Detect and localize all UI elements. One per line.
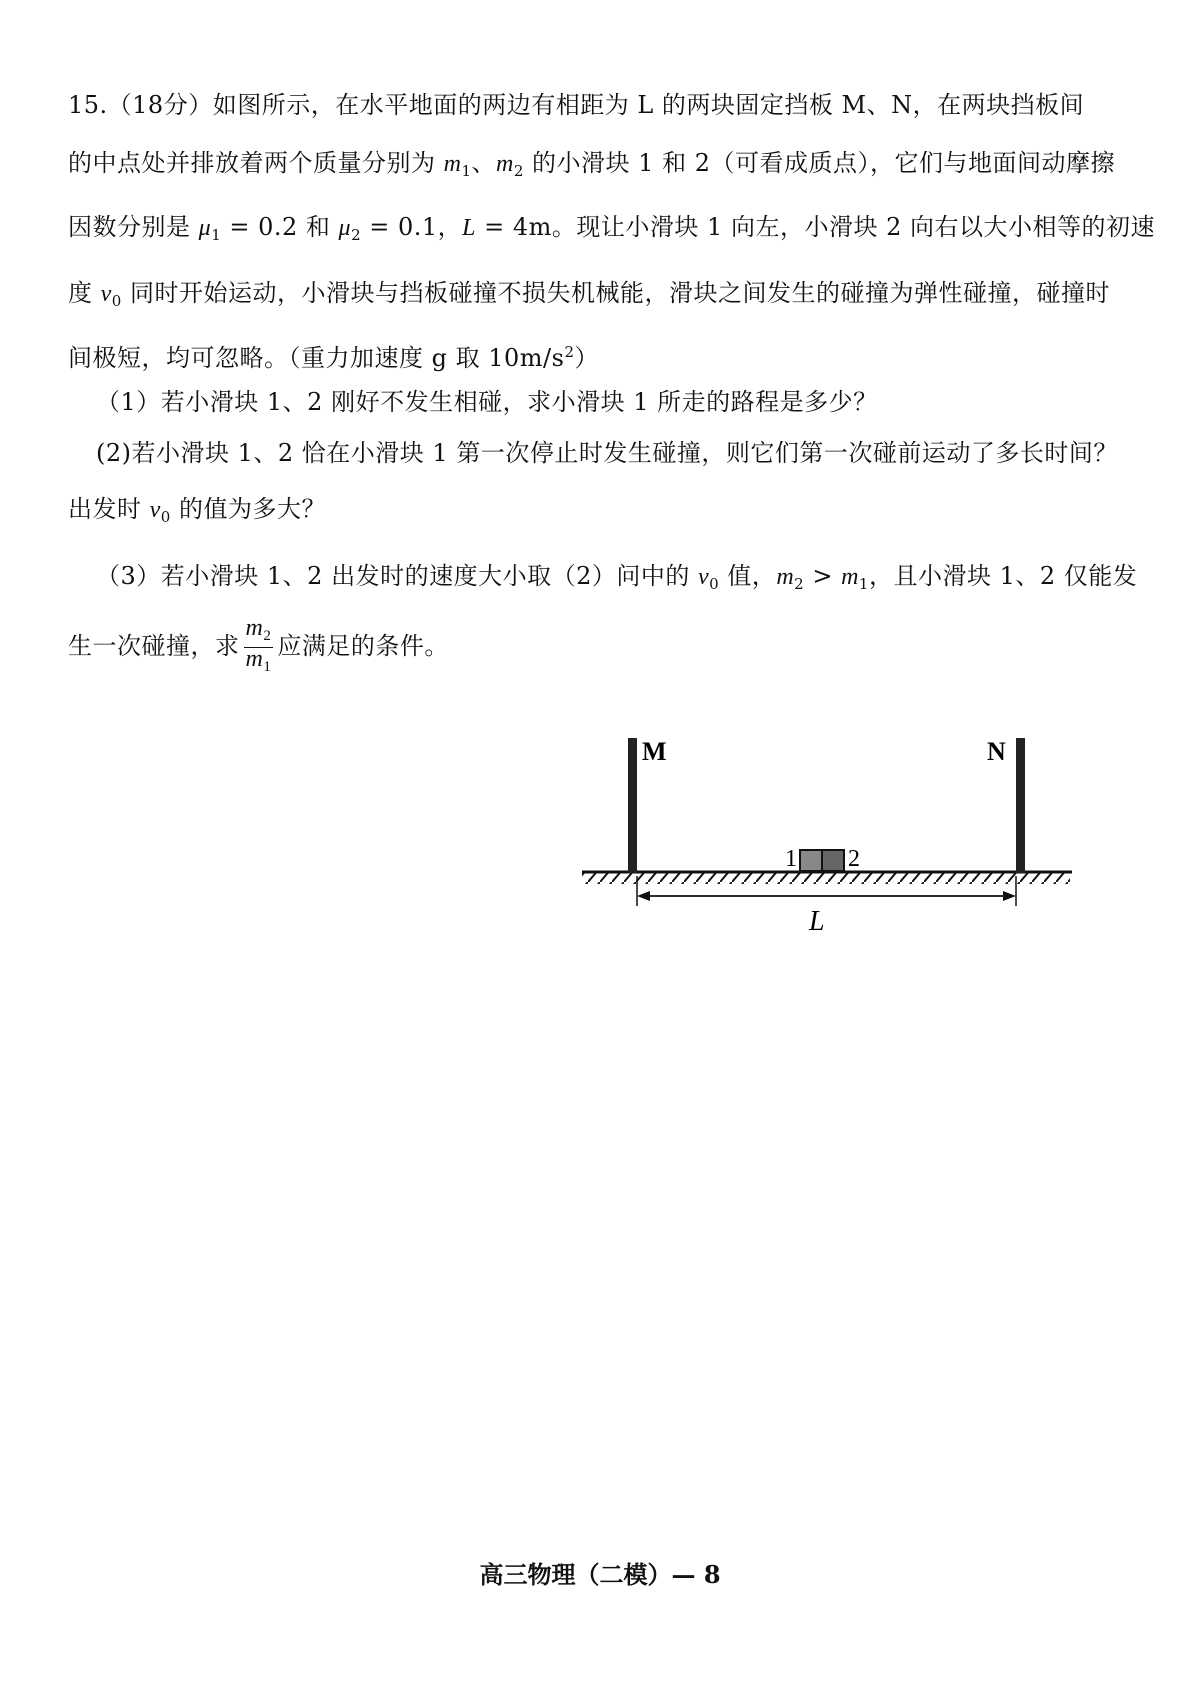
question-line-5: 间极短，均可忽略。（重力加速度 g 取 $10m/s^2$） [68, 343, 599, 372]
dimension-arrow-left [637, 891, 650, 901]
block-1 [800, 850, 822, 871]
question-line-4: 度 $v_0$ 同时开始运动，小滑块与挡板碰撞不损失机械能，滑块之间发生的碰撞为弹性碰撞，碰撞时 [68, 279, 1110, 310]
part-3-line-1: （3）若小滑块 1、2 出发时的速度大小取（2）问中的 $v_0$ 值，$m_2 > m_1$，且小滑块 1、2 仅能发 [96, 562, 1138, 593]
label-M: M [642, 737, 667, 766]
question-line-1: 15.（18分）如图所示，在水平地面的两边有相距为 L 的两块固定挡板 M、N，在两块挡板间 [68, 91, 1085, 119]
label-block-1: 1 [785, 846, 797, 872]
mass-ratio-fraction: $\frac{m_2}{m_1}$ [245, 615, 272, 675]
part-2-line-2: 出发时 $v_0$ 的值为多大？ [68, 495, 326, 526]
part-3-line-2: 生一次碰撞，求 $\frac{m_2}{m_1}$ 应满足的条件。 [68, 616, 449, 676]
ground-hatching [582, 872, 1070, 884]
question-line-3: 因数分别是 $\mu_1 = 0.2$ 和 $\mu_2 = 0.1$，L = 4m。现让小滑块 1 向左，小滑块 2 向右以大小相等的初速 [68, 213, 1155, 244]
question-line-2: 的中点处并排放着两个质量分别为 $m_1$、$m_2$ 的小滑块 1 和 2（可看成质点），它们与地面间动摩擦 [68, 149, 1115, 180]
wall-M [628, 738, 637, 873]
part-2-line-1: (2)若小滑块 1、2 恰在小滑块 1 第一次停止时发生碰撞，则它们第一次碰前运动了多长时间？ [96, 439, 1118, 467]
label-L: L [809, 906, 825, 937]
wall-N [1016, 738, 1025, 873]
block-2 [822, 850, 844, 871]
page-footer: 高三物理（二模）— 8 [479, 1560, 721, 1589]
label-block-2: 2 [848, 846, 860, 872]
label-N: N [987, 737, 1006, 766]
dimension-arrow-right [1003, 891, 1016, 901]
part-1: （1）若小滑块 1、2 刚好不发生相碰，求小滑块 1 所走的路程是多少？ [96, 388, 878, 416]
